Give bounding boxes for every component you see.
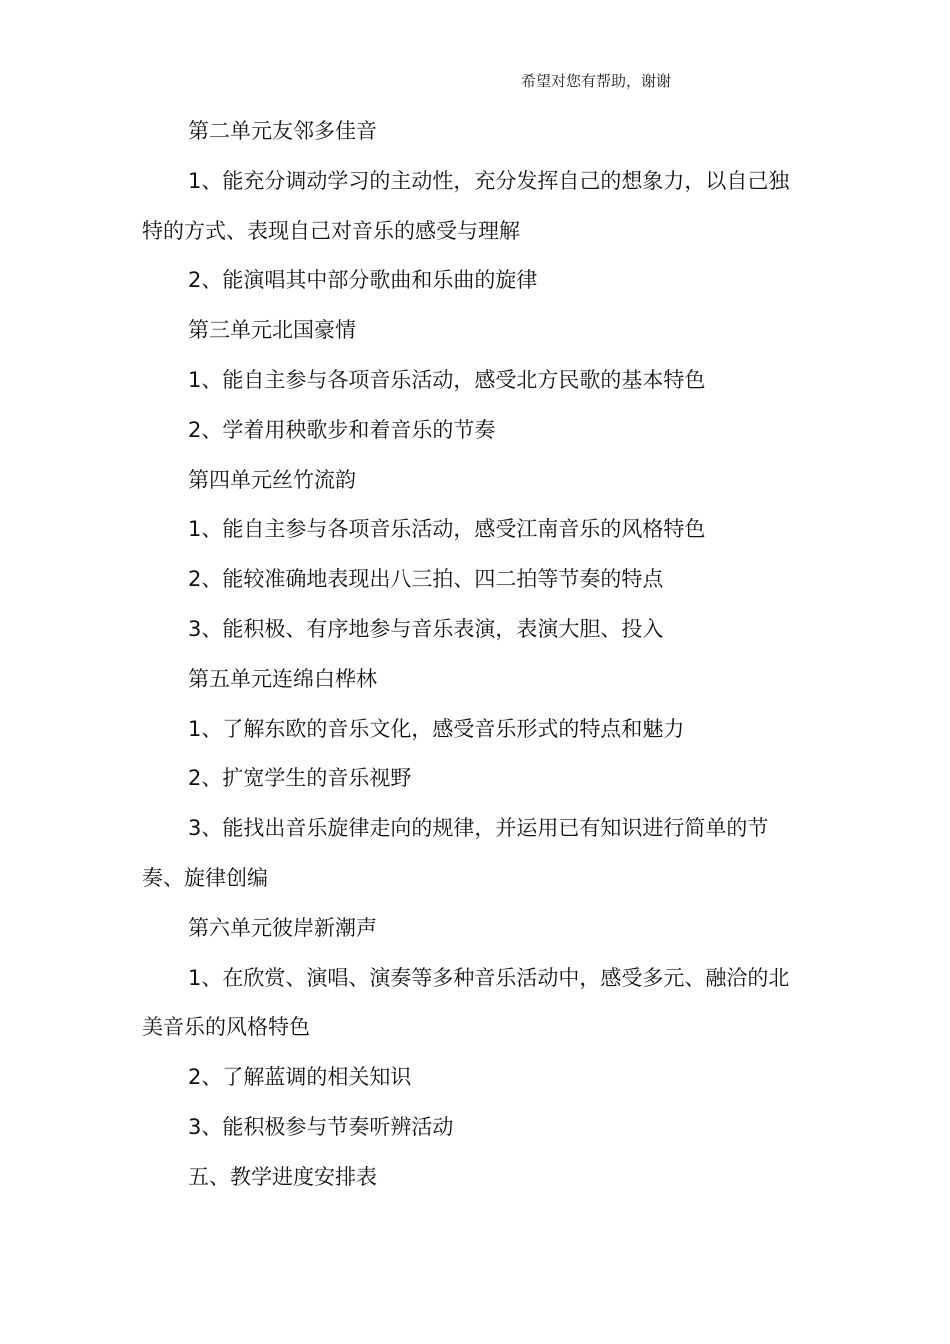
document-body xyxy=(142,107,808,1203)
unit-6-heading: 第六单元彼岸新潮声 xyxy=(188,915,377,940)
unit-2-heading: 第二单元友邻多佳音 xyxy=(188,119,377,143)
section-5-heading: 五、教学进度安排表 xyxy=(188,1164,377,1189)
unit-4-heading: 第四单元丝竹流韵 xyxy=(188,467,356,492)
unit-3-item-2: 2、学着用秧歌步和着音乐的节奏 xyxy=(188,417,496,442)
unit-3-item-1: 1、能自主参与各项音乐活动，感受北方民歌的基本特色 xyxy=(188,367,706,392)
unit-5-item-2: 2、扩宽学生的音乐视野 xyxy=(188,766,412,791)
unit-6-item-3: 3、能积极参与节奏听辨活动 xyxy=(188,1114,454,1139)
unit-3-heading: 第三单元北国豪情 xyxy=(188,318,356,343)
unit-4-item-3: 3、能积极、有序地参与音乐表演，表演大胆、投入 xyxy=(188,616,664,641)
unit-4-item-2: 2、能较准确地表现出八三拍、四二拍等节奏的特点 xyxy=(188,567,664,592)
page-header-note: 希望对您有帮助，谢谢 xyxy=(521,72,672,90)
unit-5-item-3: 3、能找出音乐旋律走向的规律，并运用已有知识进行简单的节奏、旋律创编 xyxy=(142,816,769,890)
unit-4-item-1: 1、能自主参与各项音乐活动，感受江南音乐的风格特色 xyxy=(188,517,706,542)
unit-6-item-2: 2、了解蓝调的相关知识 xyxy=(188,1065,412,1090)
unit-6-item-1: 1、在欣赏、演唱、演奏等多种音乐活动中，感受多元、融洽的北美音乐的风格特色 xyxy=(142,965,790,1040)
unit-5-item-1: 1、了解东欧的音乐文化，感受音乐形式的特点和魅力 xyxy=(188,716,685,741)
unit-2-item-2: 2、能演唱其中部分歌曲和乐曲的旋律 xyxy=(188,268,538,293)
unit-5-heading: 第五单元连绵白桦林 xyxy=(188,666,377,691)
unit-2-item-1: 1、能充分调动学习的主动性，充分发挥自己的想象力，以自己独特的方式、表现自己对音乐的感受与理解 xyxy=(142,168,790,243)
